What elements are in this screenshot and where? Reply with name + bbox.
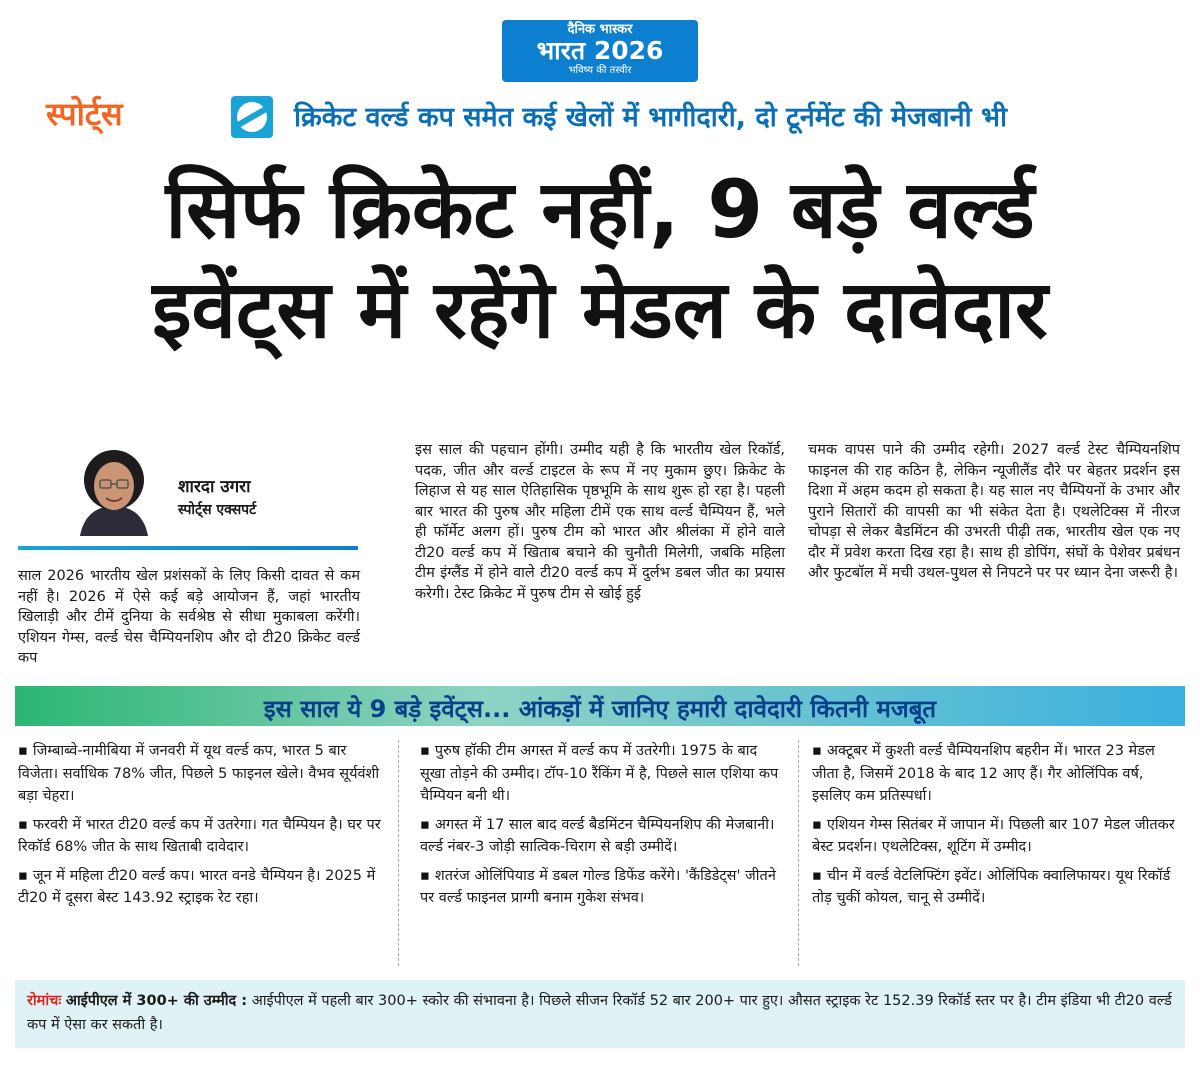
facts-column-3	[812, 740, 1182, 916]
section-header	[36, 88, 1166, 138]
column-divider	[398, 740, 399, 966]
fact-item: ▪ अगस्त में 17 साल बाद वर्ल्ड बैडमिंटन चैम्पियनशिप की मेजबानी। वर्ल्ड नंबर-3 जोड़ी सात्विक-चिराग से बड़ी उम्मीदें।	[420, 816, 775, 855]
masthead-tagline: भविष्य की तस्वीर	[568, 65, 632, 76]
events-banner	[15, 686, 1185, 726]
byline-divider	[18, 546, 358, 550]
fact-item: ▪ जिम्बाब्वे-नामीबिया में जनवरी में यूथ वर्ल्ड कप, भारत 5 बार विजेता। सर्वाधिक 78% जीत, पिछले 5 फाइनल खेले। वैभव सूर्यवंशी बड़ा चेहरा।	[18, 743, 380, 804]
facts-column-2	[420, 740, 785, 916]
fact-item: ▪ एशियन गेम्स सितंबर में जापान में। पिछली बार 107 मेडल जीतकर बेस्ट प्रदर्शन। एथलेटिक्स, शूटिंग में उम्मीद।	[812, 816, 1175, 855]
ipl-footer-box	[15, 980, 1185, 1048]
article-column-2: इस साल की पहचान होंगी। उम्मीद यही है कि भारतीय खेल रिकॉर्ड, पदक, जीत और वर्ल्ड टाइटल के रूप में नए मुकाम छुए। क्रिकेट के लिहाज से यह साल ऐतिहासिक पृष्ठभूमि के साथ शुरू हो रहा है। पहली बार भारत की पुरुष और महिला टीमें एक साथ वर्ल्ड चैम्पियन हैं, भले ही फॉर्मेट अलग हों। पुरुष टीम को भारत और श्रीलंका में होने वाले टी20 वर्ल्ड कप में खिताब बचाने की चुनौती मिलेगी, जबकि महिला टीम इंग्लैंड में होने वाले टी20 वर्ल्ड कप में दुर्लभ डबल जीत का प्रयास करेगी। टेस्ट क्रिकेट में पुरुष टीम से खोई हुई	[415, 442, 785, 602]
fact-text: शतरंज ओलिंपियाड में डबल गोल्ड डिफेंड करेंगे। 'कैंडिडेट्स' जीतने पर वर्ल्ड फाइनल प्राग्गी बनाम गुकेश संभव।	[420, 867, 776, 906]
fact-text: जून में महिला टी20 वर्ल्ड कप। भारत वनडे चैम्पियन है। 2025 में टी20 में दूसरा बेस्ट 143.92 स्ट्राइक रेट रहा।	[18, 867, 376, 906]
fact-item: ▪ जून में महिला टी20 वर्ल्ड कप। भारत वनडे चैम्पियन है। 2025 में टी20 में दूसरा बेस्ट 143.92 स्ट्राइक रेट रहा।	[18, 867, 376, 906]
masthead-logo	[502, 20, 698, 82]
kicker-headline: क्रिकेट वर्ल्ड कप समेत कई खेलों में भागीदारी, दो टूर्नमेंट की मेजबानी भी	[294, 102, 1007, 133]
cricket-ball-icon	[231, 96, 273, 138]
fact-text: पुरुष हॉकी टीम अगस्त में वर्ल्ड कप में उतरेगी। 1975 के बाद सूखा तोड़ने की उम्मीद। टॉप-10 रैंकिंग में है, पिछले साल एशिया कप चैम्पियन बनी थी।	[420, 743, 779, 804]
fact-text: एशियन गेम्स सितंबर में जापान में। पिछली बार 107 मेडल जीतकर बेस्ट प्रदर्शन। एथलेटिक्स, शूटिंग में उम्मीद।	[812, 816, 1175, 855]
section-name: स्पोर्ट्स	[46, 95, 123, 133]
article-column-1: साल 2026 भारतीय खेल प्रशंसकों के लिए किसी दावत से कम नहीं है। 2026 में ऐसे कई बड़े आयोजन हैं, जहां भारतीय खिलाड़ी और टीमें दुनिया के सर्वश्रेष्ठ से सीधा मुकाबला करेंगी। एशियन गेम्स, वर्ल्ड चेस चैम्पियनशिप और दो टी20 क्रिकेट वर्ल्ड कप	[18, 568, 360, 666]
fact-item: ▪ पुरुष हॉकी टीम अगस्त में वर्ल्ड कप में उतरेगी। 1975 के बाद सूखा तोड़ने की उम्मीद। टॉप-10 रैंकिंग में है, पिछले साल एशिया कप चैम्पियन बनी थी।	[420, 743, 779, 804]
masthead-brand: दैनिक भास्कर	[567, 22, 633, 37]
fact-text: अगस्त में 17 साल बाद वर्ल्ड बैडमिंटन चैम्पियनशिप की मेजबानी। वर्ल्ड नंबर-3 जोड़ी सात्विक-चिराग से बड़ी उम्मीदें।	[420, 816, 775, 855]
fact-text: चीन में वर्ल्ड वेटलिफ्टिंग इवेंट। ओलिंपिक क्वालिफायर। यूथ रिकॉर्ड तोड़ चुकीं कोयल, चानू से उम्मीदें।	[812, 867, 1171, 906]
headline-line-1: सिर्फ क्रिकेट नहीं, 9 बड़े वर्ल्ड	[165, 163, 1035, 256]
headline-line-2: इवेंट्स में रहेंगे मेडल के दावेदार	[152, 263, 1048, 356]
fact-text: अक्टूबर में कुश्ती वर्ल्ड चैम्पियनशिप बहरीन में। भारत 23 मेडल जीता है, जिसमें 2018 के बाद 12 आए हैं। गैर ओलिंपिक वर्ष, इसलिए कम प्रतिस्पर्धा।	[812, 743, 1155, 804]
fact-text: फरवरी में भारत टी20 वर्ल्ड कप में उतरेगा। गत चैम्पियन है। घर पर रिकॉर्ड 68% जीत के साथ खिताबी दावेदार।	[18, 816, 381, 855]
author-name: शारदा उगरा	[178, 477, 251, 497]
main-headline	[30, 160, 1170, 360]
author-role: स्पोर्ट्स एक्सपर्ट	[178, 502, 257, 518]
fact-text: जिम्बाब्वे-नामीबिया में जनवरी में यूथ वर्ल्ड कप, भारत 5 बार विजेता। सर्वाधिक 78% जीत, पिछले 5 फाइनल खेले। वैभव सूर्यवंशी बड़ा चेहरा।	[18, 743, 380, 804]
article-column-3: चमक वापस पाने की उम्मीद रहेगी। 2027 वर्ल्ड टेस्ट चैम्पियनशिप फाइनल की राह कठिन है, लेकिन न्यूजीलैंड दौरे पर बेहतर प्रदर्शन इस दिशा में अहम कदम हो सकता है। यह साल नए चैम्पियनों के उभार और पुराने सितारों की वापसी का भी संकेत देता है। एथलेटिक्स में नीरज चोपड़ा से लेकर बैडमिंटन की उभरती पीढ़ी तक, भारतीय खेल एक नए दौर में प्रवेश करता दिख रहा है। साथ ही डोपिंग, संघों के पेशेवर प्रबंधन और फुटबॉल में मची उथल-पुथल से निपटने पर पर ध्यान देना जरूरी है।	[808, 442, 1180, 581]
events-banner-text: इस साल ये 9 बड़े इवेंट्स... आंकड़ों में जानिए हमारी दावेदारी कितनी मजबूत	[263, 695, 937, 723]
fact-item: ▪ फरवरी में भारत टी20 वर्ल्ड कप में उतरेगा। गत चैम्पियन है। घर पर रिकॉर्ड 68% जीत के साथ खिताबी दावेदार।	[18, 816, 381, 855]
fact-item: ▪ अक्टूबर में कुश्ती वर्ल्ड चैम्पियनशिप बहरीन में। भारत 23 मेडल जीता है, जिसमें 2018 के बाद 12 आए हैं। गैर ओलिंपिक वर्ष, इसलिए कम प्रतिस्पर्धा।	[812, 743, 1155, 804]
masthead-title: भारत 2026	[536, 36, 664, 65]
footer-label-bold: आईपीएल में 300+ की उम्मीद :	[65, 993, 248, 1009]
footer-text: आईपीएल में पहली बार 300+ स्कोर की संभावना है। पिछले सीजन रिकॉर्ड 52 बार 200+ पार हुए। औसत स्ट्राइक रेट 152.39 रिकॉर्ड स्तर पर है। टीम इंडिया भी टी20 वर्ल्ड कप में ऐसा कर सकती है।	[27, 993, 1172, 1033]
author-photo	[66, 440, 162, 536]
fact-item: ▪ चीन में वर्ल्ड वेटलिफ्टिंग इवेंट। ओलिंपिक क्वालिफायर। यूथ रिकॉर्ड तोड़ चुकीं कोयल, चानू से उम्मीदें।	[812, 867, 1171, 906]
footer-label-red: रोमांचः	[27, 993, 62, 1009]
fact-item: ▪ शतरंज ओलिंपियाड में डबल गोल्ड डिफेंड करेंगे। 'कैंडिडेट्स' जीतने पर वर्ल्ड फाइनल प्राग्गी बनाम गुकेश संभव।	[420, 867, 776, 906]
column-divider	[798, 740, 799, 966]
facts-column-1	[18, 740, 383, 916]
